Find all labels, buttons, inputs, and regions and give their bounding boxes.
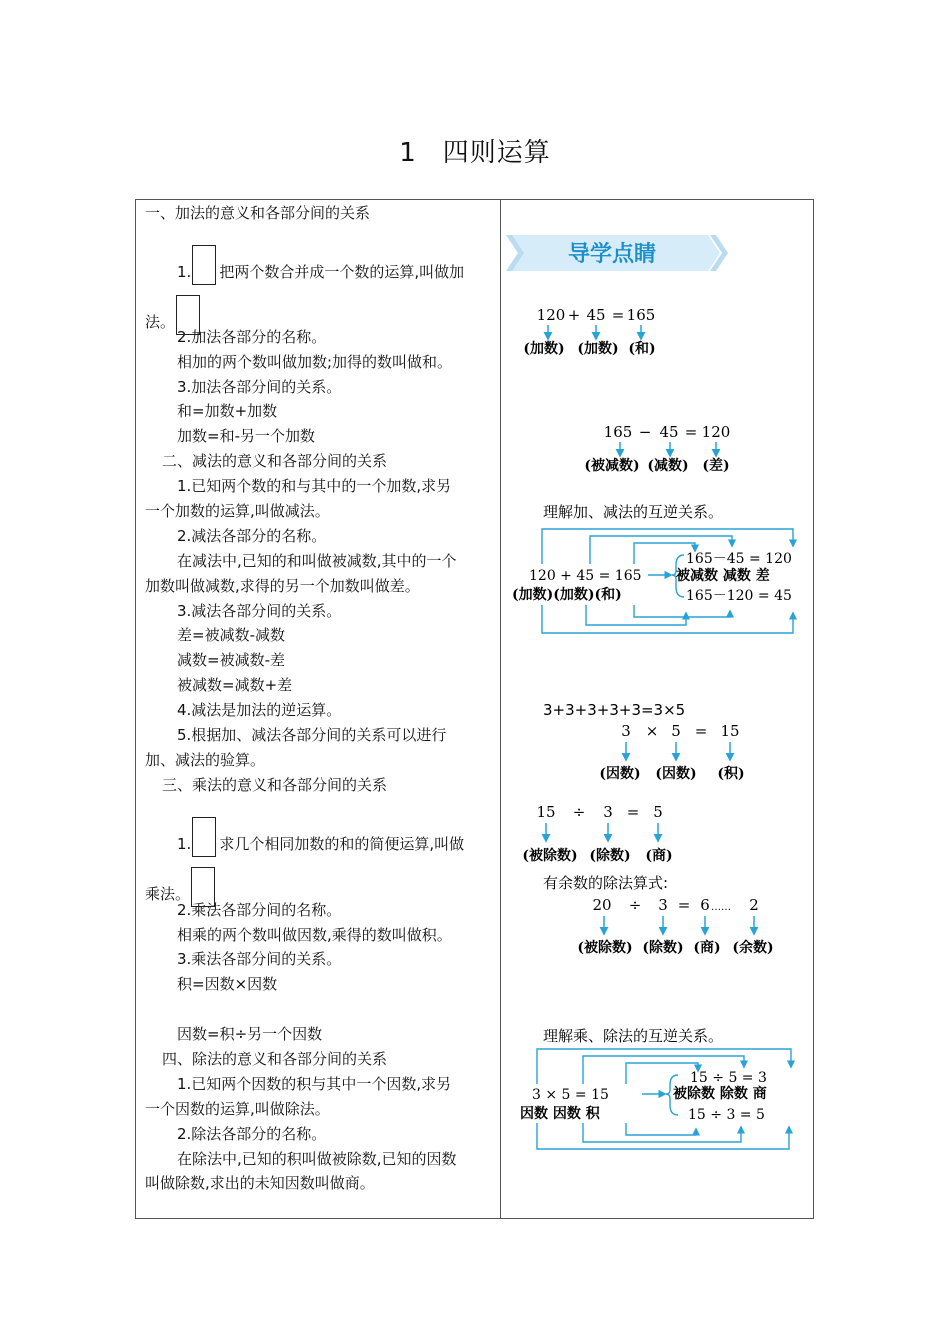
sub-a: 165 bbox=[603, 423, 633, 441]
connector-bottom-outer bbox=[537, 1123, 789, 1149]
mul-def-end-text: 乘法。 bbox=[145, 885, 191, 903]
add-def-number: 1. bbox=[177, 263, 192, 281]
add-heading: 一、加法的意义和各部分间的关系 bbox=[145, 204, 371, 222]
add-label-a: (加数) bbox=[523, 341, 565, 357]
page-title bbox=[0, 132, 950, 169]
addition-equation bbox=[523, 306, 655, 357]
div-eq: = bbox=[626, 803, 640, 821]
connector-bottom-mid bbox=[583, 1123, 741, 1142]
inverse-mul-title: 理解乘、除法的互逆关系。 bbox=[543, 1027, 724, 1045]
mul-def-number: 1. bbox=[177, 835, 192, 853]
rem-dots: …… bbox=[711, 902, 731, 913]
connector-bottom-outer bbox=[542, 605, 793, 633]
connector-bottom-inner bbox=[634, 605, 730, 617]
inv-add-labels: (加数)(加数)(和) bbox=[512, 587, 622, 603]
rem-eq: = bbox=[677, 896, 691, 914]
mul-b: 5 bbox=[671, 722, 681, 740]
rem-a: 20 bbox=[592, 896, 612, 914]
rem-label-a: (被除数) bbox=[577, 940, 633, 956]
add-def-end-text: 法。 bbox=[145, 313, 176, 331]
mul-label-b: (因数) bbox=[655, 766, 697, 782]
mul-op: × bbox=[645, 722, 659, 740]
sub-check-2: 加、减法的验算。 bbox=[145, 751, 266, 769]
add-eq: = bbox=[611, 306, 625, 324]
div-label-a: (被除数) bbox=[522, 848, 578, 864]
connector-bottom-mid bbox=[586, 605, 686, 625]
add-c: 165 bbox=[626, 306, 656, 324]
remainder-equation bbox=[577, 896, 773, 956]
inv-add-eq: 120 + 45 = 165 bbox=[529, 568, 642, 584]
mul-c: 15 bbox=[720, 722, 740, 740]
add-rel-1: 和=加数+加数 bbox=[177, 402, 278, 420]
mul-names-text: 相乘的两个数叫做因数,乘得的数叫做积。 bbox=[177, 926, 452, 944]
sub-op: − bbox=[638, 423, 652, 441]
multiplication-equation bbox=[599, 722, 744, 782]
mul-def-text: 求几个相同加数的和的简便运算,叫做 bbox=[219, 835, 465, 853]
sub-rel-3: 被减数=减数+差 bbox=[177, 676, 293, 694]
sub-def-1: 1.已知两个数的和与其中的一个加数,求另 bbox=[177, 477, 452, 495]
remainder-title: 有余数的除法算式: bbox=[543, 874, 669, 892]
rem-label-d: (余数) bbox=[732, 940, 774, 956]
inverse-add-diagram bbox=[512, 529, 793, 633]
mul-intro: 3+3+3+3+3=3×5 bbox=[543, 701, 686, 719]
right-column bbox=[500, 199, 814, 1219]
rem-b: 3 bbox=[658, 896, 668, 914]
add-names-text: 相加的两个数叫做加数;加得的数叫做和。 bbox=[177, 353, 453, 371]
sub-names-2: 加数叫做减数,求得的另一个加数叫做差。 bbox=[145, 577, 420, 595]
inv-mul-mid: 被除数 除数 商 bbox=[673, 1086, 767, 1102]
title-text: 四则运算 bbox=[442, 138, 551, 168]
div-op: ÷ bbox=[572, 803, 586, 821]
inv-mul-eq: 3 × 5 = 15 bbox=[532, 1087, 609, 1103]
div-def-2: 一个因数的运算,叫做除法。 bbox=[145, 1100, 330, 1118]
rem-d: 2 bbox=[749, 896, 759, 914]
div-heading: 四、除法的意义和各部分间的关系 bbox=[162, 1050, 388, 1068]
sub-eq: = bbox=[684, 423, 698, 441]
banner-title: 导学点睛 bbox=[567, 242, 657, 267]
sub-label-c: (差) bbox=[702, 458, 730, 474]
add-rel-title: 3.加法各部分间的关系。 bbox=[177, 378, 342, 396]
add-rel-2: 加数=和-另一个加数 bbox=[177, 427, 315, 445]
mul-heading: 三、乘法的意义和各部分间的关系 bbox=[162, 776, 388, 794]
sub-names-1: 在减法中,已知的和叫做被减数,其中的一个 bbox=[177, 552, 457, 570]
mul-label-c: (积) bbox=[717, 766, 745, 782]
mul-rel-1: 积=因数×因数 bbox=[177, 975, 278, 993]
div-label-b: (除数) bbox=[589, 848, 631, 864]
rem-c: 6 bbox=[700, 896, 710, 914]
add-names-title: 2.加法各部分的名称。 bbox=[177, 328, 327, 346]
inverse-add-title: 理解加、减法的互逆关系。 bbox=[543, 503, 724, 521]
mul-label-a: (因数) bbox=[599, 766, 641, 782]
sub-names-title: 2.减法各部分的名称。 bbox=[177, 527, 327, 545]
add-a: 120 bbox=[536, 306, 566, 324]
inv-mul-top: 15 ÷ 5 = 3 bbox=[690, 1070, 767, 1086]
inv-mul-labels: 因数 因数 积 bbox=[520, 1106, 600, 1122]
rem-label-c: (商) bbox=[693, 940, 721, 956]
add-def-text: 把两个数合并成一个数的运算,叫做加 bbox=[219, 263, 465, 281]
add-definition bbox=[177, 245, 464, 285]
sub-b: 45 bbox=[659, 423, 679, 441]
mul-rel-title: 3.乘法各部分间的关系。 bbox=[177, 950, 342, 968]
sub-check-1: 5.根据加、减法各部分间的关系可以进行 bbox=[177, 726, 447, 744]
mul-a: 3 bbox=[621, 722, 631, 740]
div-def-1: 1.已知两个因数的积与其中一个因数,求另 bbox=[177, 1075, 452, 1093]
inv-add-mid: 被减数 减数 差 bbox=[676, 568, 770, 584]
sub-rel-title: 3.减法各部分间的关系。 bbox=[177, 602, 342, 620]
blank-box bbox=[192, 245, 216, 285]
mul-names-title: 2.乘法各部分间的名称。 bbox=[177, 901, 342, 919]
inv-add-bottom: 165－120 = 45 bbox=[686, 588, 792, 604]
rem-label-b: (除数) bbox=[642, 940, 684, 956]
inv-mul-bottom: 15 ÷ 3 = 5 bbox=[688, 1107, 765, 1123]
sub-rel-2: 减数=被减数-差 bbox=[177, 651, 285, 669]
sub-inverse: 4.减法是加法的逆运算。 bbox=[177, 701, 342, 719]
connector-inner bbox=[626, 1063, 698, 1084]
mul-definition bbox=[177, 817, 464, 857]
div-b: 3 bbox=[603, 803, 613, 821]
title-number: 1 bbox=[399, 138, 417, 168]
rem-op: ÷ bbox=[628, 896, 642, 914]
div-a: 15 bbox=[536, 803, 556, 821]
guide-diagrams bbox=[500, 199, 814, 1219]
add-label-c: (和) bbox=[628, 341, 656, 357]
div-names-2: 叫做除数,求出的未知因数叫做商。 bbox=[145, 1174, 375, 1192]
inv-add-top: 165－45 = 120 bbox=[686, 551, 792, 567]
add-label-b: (加数) bbox=[577, 341, 619, 357]
sub-rel-1: 差=被减数-减数 bbox=[177, 626, 285, 644]
mul-eq: = bbox=[694, 722, 708, 740]
div-names-title: 2.除法各部分的名称。 bbox=[177, 1125, 327, 1143]
mul-rel-2: 因数=积÷另一个因数 bbox=[177, 1025, 323, 1043]
add-b: 45 bbox=[586, 306, 606, 324]
sub-def-2: 一个加数的运算,叫做减法。 bbox=[145, 502, 330, 520]
div-names-1: 在除法中,已知的积叫做被除数,已知的因数 bbox=[177, 1150, 457, 1168]
div-label-c: (商) bbox=[645, 848, 673, 864]
connector-bottom-inner bbox=[626, 1123, 696, 1135]
sub-heading: 二、减法的意义和各部分间的关系 bbox=[162, 452, 388, 470]
blank-box bbox=[192, 817, 216, 857]
inverse-mul-diagram bbox=[520, 1049, 791, 1149]
sub-c: 120 bbox=[701, 423, 731, 441]
subtraction-equation bbox=[584, 423, 730, 474]
sub-label-a: (被减数) bbox=[584, 458, 640, 474]
sub-label-b: (减数) bbox=[647, 458, 689, 474]
add-op: + bbox=[567, 306, 581, 324]
division-equation bbox=[522, 803, 672, 864]
div-c: 5 bbox=[653, 803, 663, 821]
